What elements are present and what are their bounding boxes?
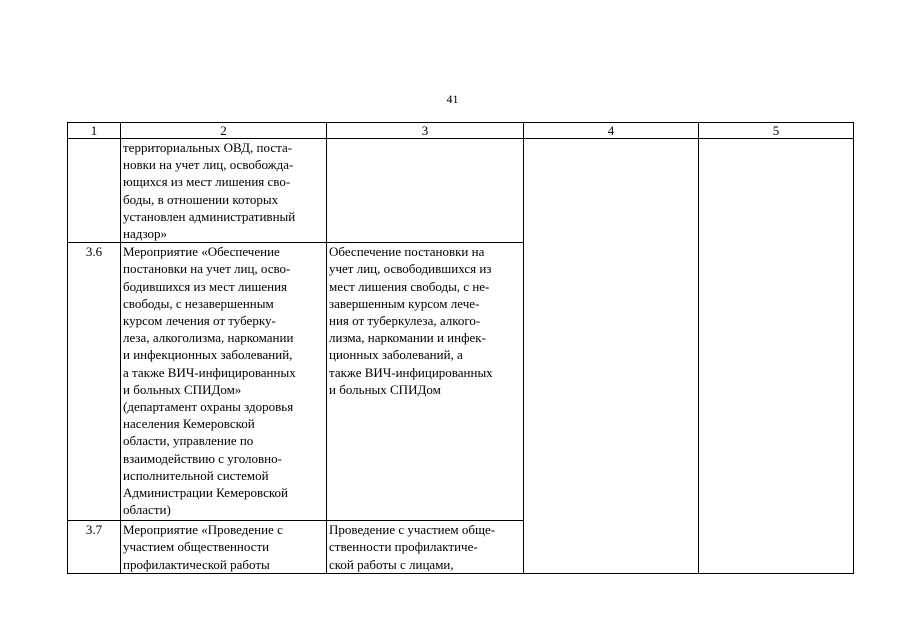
header-col-4: 4	[524, 123, 699, 139]
header-col-2: 2	[121, 123, 327, 139]
column-5-cell	[699, 139, 854, 574]
measures-table	[67, 122, 854, 574]
table-header-row	[68, 123, 854, 139]
header-col-3: 3	[327, 123, 524, 139]
measure-description: Мероприятие «Обеспечение постановки на учет лиц, осво- бодившихся из мест лишения свободы, с незавершенным курсом лечения от туберку- леза, алкоголизма, наркомании и инфекционных заболеваний, а также ВИЧ-инфицированных и больных СПИДом» (департамент охраны здоровья населения Кемеровской области, управление по взаимодействию с уголовно- исполнительной системой Администрации Кемеровской области)	[121, 243, 327, 521]
row-number: 3.7	[68, 521, 121, 574]
measure-description: территориальных ОВД, поста- новки на учет лиц, освобожда- ющихся из мест лишения сво- боды, в отношении которых установлен административный надзор»	[121, 139, 327, 243]
row-number	[68, 139, 121, 243]
measure-outcome	[327, 139, 524, 243]
header-col-5: 5	[699, 123, 854, 139]
page-number: 41	[446, 92, 459, 106]
measure-description: Мероприятие «Проведение с участием общественности профилактической работы	[121, 521, 327, 574]
row-number: 3.6	[68, 243, 121, 521]
measure-outcome: Обеспечение постановки на учет лиц, освободившихся из мест лишения свободы, с не- завершенным курсом лече- ния от туберкулеза, алкого- лизма, наркомании и инфек- ционных заболеваний, а также ВИЧ-инфицированных и больных СПИДом	[327, 243, 524, 521]
table-row	[68, 139, 854, 243]
measure-outcome: Проведение с участием обще- ственности профилактиче- ской работы с лицами,	[327, 521, 524, 574]
header-col-1: 1	[68, 123, 121, 139]
column-4-cell	[524, 139, 699, 574]
